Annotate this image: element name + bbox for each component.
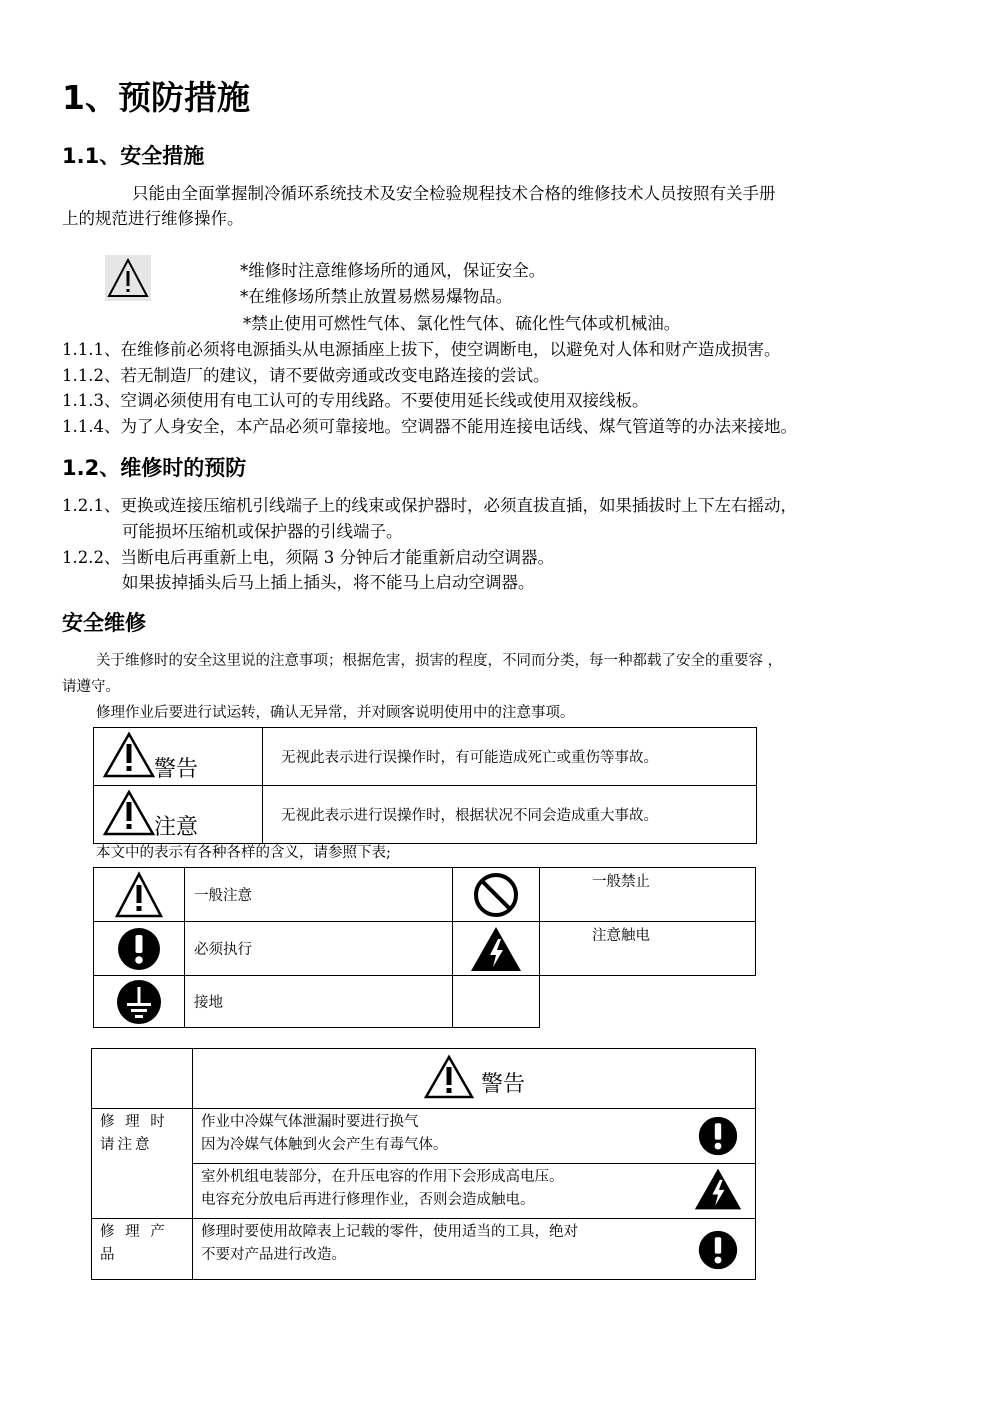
electric-shock-icon <box>469 925 523 973</box>
warning-header-label: 警告 <box>480 1071 525 1097</box>
row-1a-line-1: 作业中冷媒气体泄漏时要进行换气 <box>201 1114 419 1130</box>
level-desc-caution: 无视此表示进行误操作时，根据状况不同会造成重大事故。 <box>263 786 757 844</box>
warning-triangle-icon <box>105 255 151 301</box>
symbols-table <box>93 867 756 1028</box>
symbol-label-shock-caution: 注意触电 <box>540 922 756 976</box>
level-desc-warning: 无视此表示进行误操作时，有可能造成死亡或重伤等事故。 <box>263 728 757 786</box>
ground-icon <box>115 978 163 1026</box>
level-cell-warning <box>94 728 263 786</box>
row-1b-line-1: 室外机组电装部分，在升压电容的作用下会形成高电压。 <box>201 1169 564 1185</box>
symbol-label-general-caution: 一般注意 <box>185 868 453 922</box>
item-1-2-2-line-1: 1.2.2、当断电后再重新上电，须隔 3 分钟后才能重新启动空调器。 <box>62 548 554 567</box>
mandatory-action-icon <box>697 1115 739 1157</box>
table-row <box>92 1219 756 1280</box>
mandatory-action-icon <box>697 1229 739 1271</box>
table-row <box>92 1109 756 1164</box>
mandatory-action-icon <box>116 926 162 972</box>
warning-triangle-icon <box>102 731 156 779</box>
section-1-1-title: 1.1、安全措施 <box>62 144 205 168</box>
safe-repair-para-1-line-2: 请遵守。 <box>62 679 120 695</box>
safe-repair-para-1-line-1: 关于维修时的安全这里说的注意事项；根据危害，损害的程度，不同而分类，每一种都载了安全的重要容 ， <box>96 653 783 669</box>
caution-triangle-icon <box>102 789 156 837</box>
row-label-repair-product: 修 理 产 品 <box>92 1219 193 1280</box>
item-1-2-1-line-1: 1.2.1、更换或连接压缩机引线端子上的线束或保护器时，必须直拔直插，如果插拔时上下左右摇动， <box>62 496 797 515</box>
general-caution-icon <box>114 871 164 919</box>
table-row <box>94 728 757 786</box>
table-row <box>92 1049 756 1109</box>
page-heading <box>62 76 250 120</box>
heading-number: 1 <box>62 78 85 117</box>
row-2-line-1: 修理时要使用故障表上记载的零件，使用适当的工具，绝对 <box>201 1224 578 1240</box>
safe-repair-title: 安全维修 <box>62 611 146 635</box>
safety-note-2: *在维修场所禁止放置易燃易爆物品。 <box>240 287 513 306</box>
row-label-repair-caution: 修 理 时 请注意 <box>92 1109 193 1219</box>
symbol-label-general-prohibit: 一般禁止 <box>540 868 756 922</box>
table-row <box>94 868 756 922</box>
intro-line-2: 上的规范进行维修操作。 <box>62 209 244 228</box>
level-label-warning: 警告 <box>154 757 199 782</box>
item-1-1-4: 1.1.4、为了人身安全，本产品必须可靠接地。空调器不能用连接电话线、煤气管道等的办法来接地。 <box>62 417 797 436</box>
symbol-label-ground: 接地 <box>185 976 453 1028</box>
table-row <box>94 786 757 844</box>
prohibit-icon <box>471 871 521 919</box>
safety-note-1: *维修时注意维修场所的通风，保证安全。 <box>240 261 546 280</box>
table-row <box>94 976 756 1028</box>
level-cell-caution <box>94 786 263 844</box>
electric-shock-icon <box>693 1166 743 1212</box>
warning-triangle-icon <box>423 1054 475 1100</box>
safety-note-3: *禁止使用可燃性气体、氯化性气体、硫化性气体或机械油。 <box>243 314 681 333</box>
item-1-1-2: 1.1.2、若无制造厂的建议，请不要做旁通或改变电路连接的尝试。 <box>62 366 550 385</box>
item-1-1-3: 1.1.3、空调必须使用有电工认可的专用线路。不要使用延长线或使用双接线板。 <box>62 391 649 410</box>
danger-level-table <box>93 727 757 844</box>
row-2-line-2: 不要对产品进行改造。 <box>201 1247 346 1263</box>
table-row <box>94 922 756 976</box>
heading-title: 、预防措施 <box>84 78 250 117</box>
safe-repair-para-2: 修理作业后要进行试运转，确认无异常，并对顾客说明使用中的注意事项。 <box>96 705 575 721</box>
section-1-2-title: 1.2、维修时的预防 <box>62 456 247 480</box>
symbols-intro: 本文中的表示有各种各样的含义，请参照下表; <box>96 845 391 861</box>
item-1-1-1: 1.1.1、在维修前必须将电源插头从电源插座上拔下，使空调断电，以避免对人体和财产造成损害。 <box>62 340 781 359</box>
row-1b-line-2: 电容充分放电后再进行修理作业，否则会造成触电。 <box>201 1192 535 1208</box>
warning-header-cell <box>193 1049 756 1109</box>
row-1a-line-2: 因为冷媒气体触到火会产生有毒气体。 <box>201 1137 448 1153</box>
warning-icon-box <box>105 255 151 301</box>
item-1-2-2-line-2: 如果拔掉插头后马上插上插头，将不能马上启动空调器。 <box>122 573 535 592</box>
item-1-2-1-line-2: 可能损坏压缩机或保护器的引线端子。 <box>122 522 403 541</box>
level-label-caution: 注意 <box>154 815 199 840</box>
intro-line-1: 只能由全面掌握制冷循环系统技术及安全检验规程技术合格的维修技术人员按照有关手册 <box>132 184 776 203</box>
repair-warning-table <box>91 1048 756 1280</box>
symbol-label-must-do: 必须执行 <box>185 922 453 976</box>
